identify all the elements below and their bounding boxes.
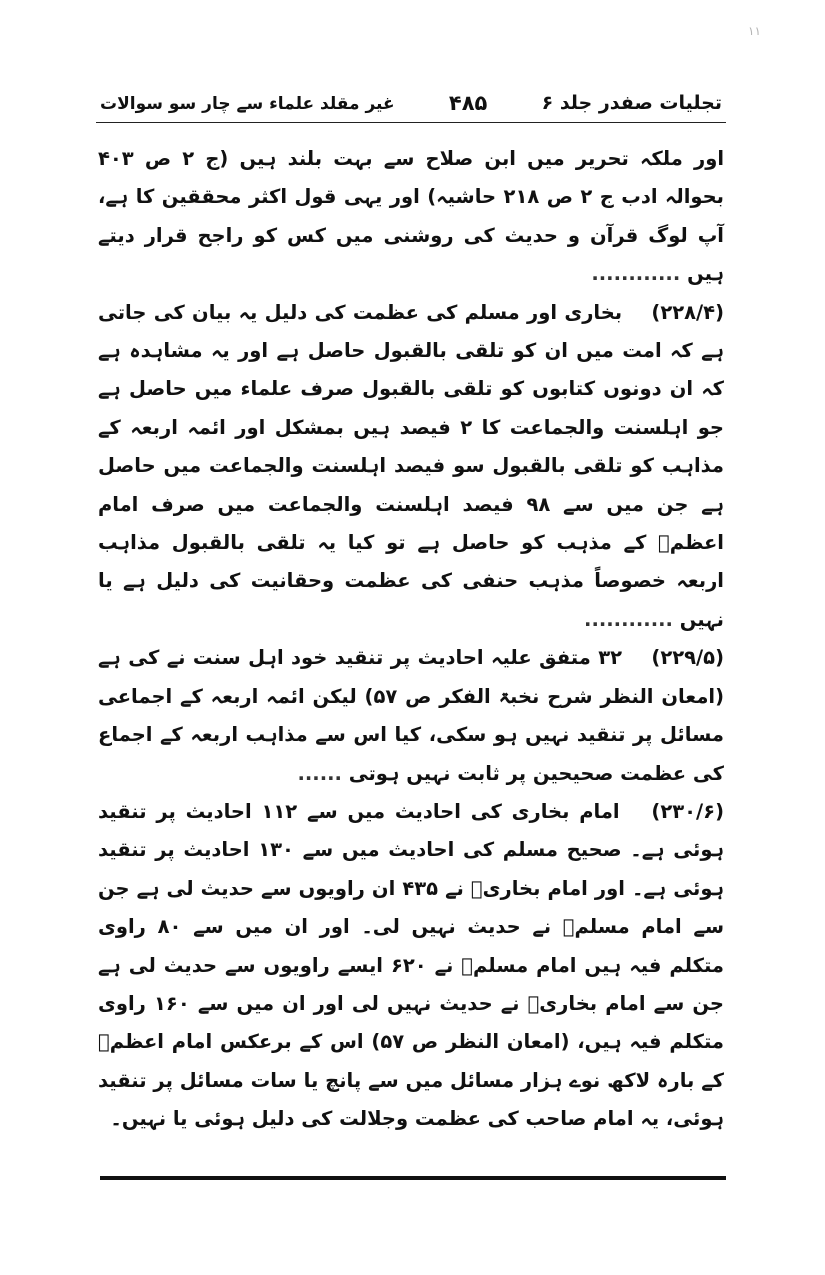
question-ref: (۲۲۹/۵) xyxy=(651,646,724,670)
page-body xyxy=(98,140,724,1139)
question-ref: (۲۳۰/۶) xyxy=(651,799,724,823)
question-230 xyxy=(98,793,724,1139)
question-ref: (۲۲۸/۴) xyxy=(651,300,724,324)
question-text: بخاری اور مسلم کی عظمت کی دلیل یہ بیان کی جاتی ہے کہ امت میں ان کو تلقی بالقبول حاصل ہے اور یہ مشاہدہ ہے کہ ان دونوں کتابوں کو تلقی بالقبول صرف علماء میں حاصل ہے جو اہلسنت والجماعت کا ۲ فیصد ہیں بمشکل اور ائمہ اربعہ کے مذاہب کو تلقی بالقبول سو فیصد اہلسنت والجماعت میں حاصل ہے جن میں سے ۹۸ فیصد اہلسنت والجماعت میں صرف امام اعظمؒ کے مذہب کو حاصل ہے تو کیا یہ تلقی بالقبول مذاہب اربعہ خصوصاً مذہب حنفی کی عظمت وحقانیت کی دلیل ہے یا نہیں xyxy=(98,300,724,631)
page-header xyxy=(100,88,722,118)
question-228 xyxy=(98,294,724,640)
ellipsis-dots: ............ xyxy=(591,262,681,286)
footer-rule xyxy=(100,1176,726,1180)
page-number: ۴۸۵ xyxy=(448,91,488,115)
intro-text: اور ملکہ تحریر میں ابن صلاح سے بہت بلند ہیں (ج ۲ ص ۴۰۳ بحوالہ ادب ج ۲ ص ۲۱۸ حاشیہ) اور یہی قول اکثر محققین کا ہے، آپ لوگ قرآن و حدیث کی روشنی میں کس کو راجح قرار دیتے ہیں xyxy=(98,147,725,286)
chapter-topic: غیر مقلد علماء سے چار سو سوالات xyxy=(100,93,395,114)
book-title: تجلیات صفدر جلد ۶ xyxy=(541,92,722,114)
question-229 xyxy=(98,639,724,793)
ellipsis-dots: ............ xyxy=(584,607,673,631)
header-rule xyxy=(96,122,726,123)
intro-paragraph xyxy=(98,140,724,294)
question-text: ۳۲ متفق علیہ احادیث پر تنقید خود اہل سنت نے کی ہے (امعان النظر شرح نخبۃ الفکر ص ۵۷) لیکن ائمہ اربعہ کے اجماعی مسائل پر تنقید نہیں ہو سکی، کیا اس سے مذاہب اربعہ کے اجماع کی عظمت صحیحین پر ثابت نہیں ہوتی xyxy=(98,646,724,785)
ellipsis-dots: ...... xyxy=(297,761,342,785)
question-text: امام بخاری کی احادیث میں سے ۱۱۲ احادیث پر تنقید ہوئی ہے۔ صحیح مسلم کی احادیث میں سے ۱۳۰ احادیث پر تنقید ہوئی ہے۔ اور امام بخاریؒ نے ۴۳۵ ان راویوں سے حدیث لی ہے جن سے امام مسلمؒ نے حدیث نہیں لی۔ اور ان میں سے ۸۰ راوی متکلم فیہ ہیں امام مسلمؒ نے ۶۲۰ ایسے راویوں سے حدیث لی ہے جن سے امام بخاریؒ نے حدیث نہیں لی اور ان میں سے ۱۶۰ راوی متکلم فیہ ہیں، (امعان النظر ص ۵۷) اس کے برعکس امام اعظمؒ کے بارہ لاکھ نوے ہزار مسائل میں سے پانچ یا سات مسائل پر تنقید ہوئی، یہ امام صاحب کی عظمت وجلالت کی دلیل ہوئی یا نہیں۔ xyxy=(98,799,724,1131)
corner-mark: ۱۱ xyxy=(748,24,761,38)
